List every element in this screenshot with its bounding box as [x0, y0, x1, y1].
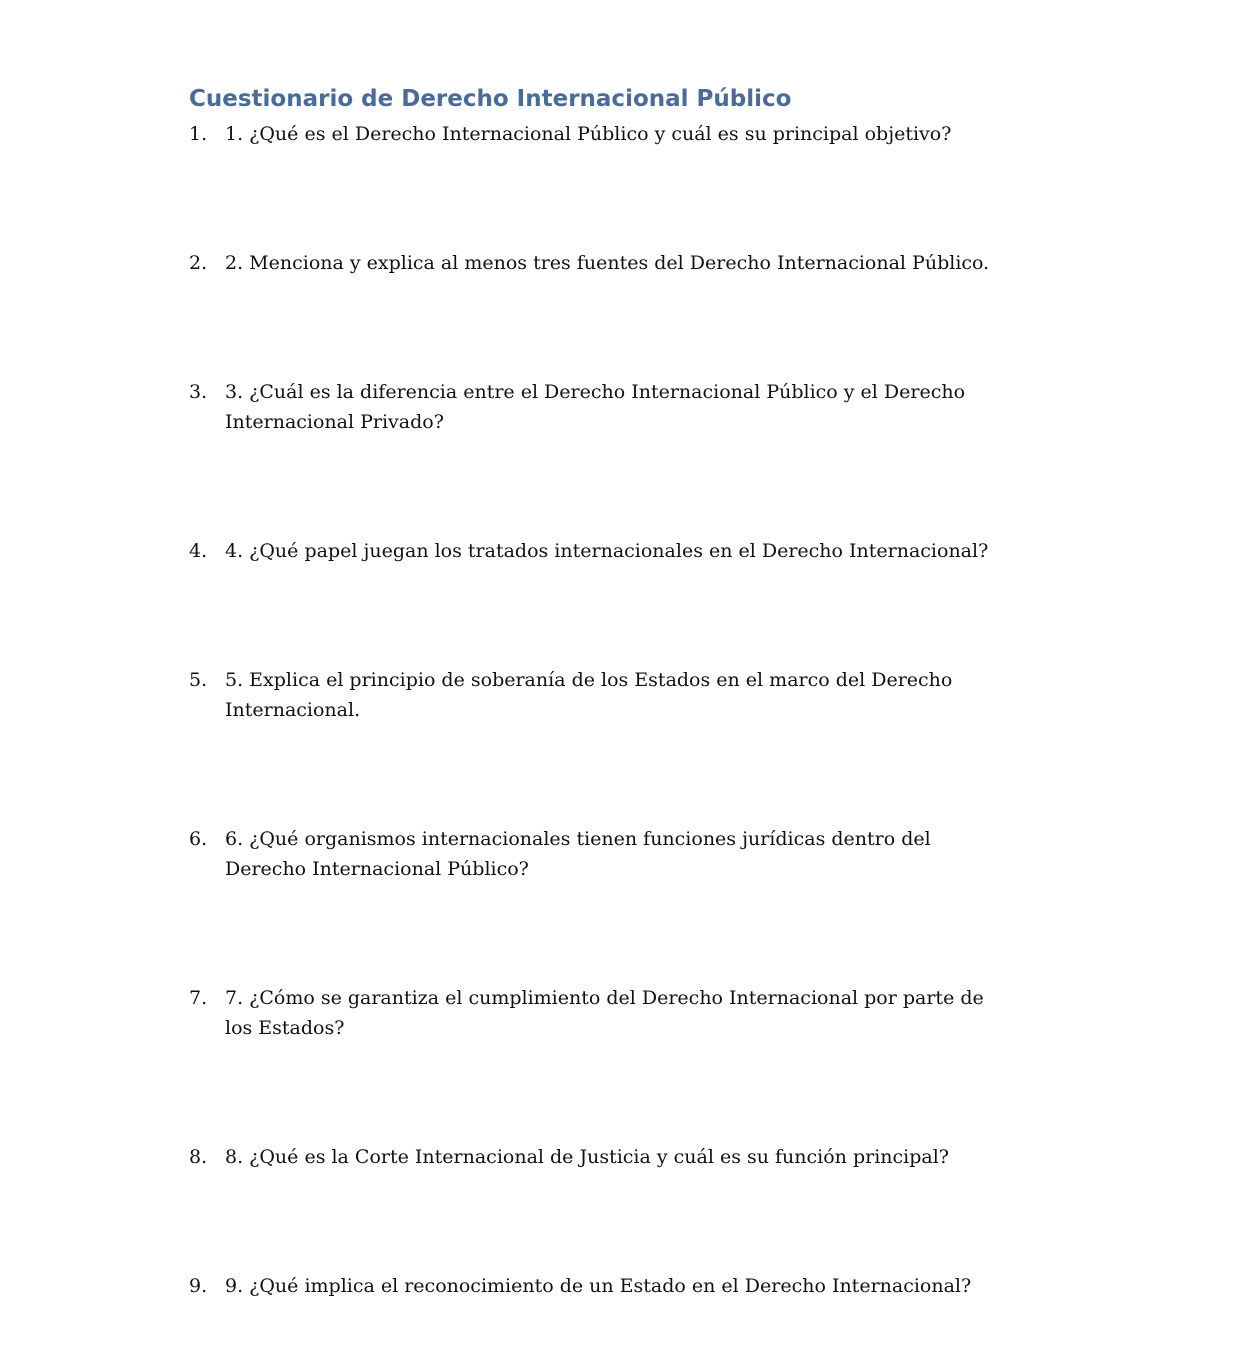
- document-title: Cuestionario de Derecho Internacional Público: [189, 86, 792, 112]
- question-item: [189, 377, 1009, 437]
- question-number: 7.: [189, 987, 208, 1009]
- question-number: 4.: [189, 540, 208, 562]
- question-number: 1.: [189, 123, 208, 145]
- question-number: 9.: [189, 1275, 208, 1297]
- question-number: 2.: [189, 252, 208, 274]
- question-number: 6.: [189, 828, 208, 850]
- question-number: 3.: [189, 381, 208, 403]
- question-number: 8.: [189, 1146, 208, 1168]
- question-text: 6. ¿Qué organismos internacionales tienen funciones jurídicas dentro del Derecho Internacional Público?: [225, 828, 931, 880]
- question-item: [189, 824, 1009, 884]
- question-number: 5.: [189, 669, 208, 691]
- question-text: 8. ¿Qué es la Corte Internacional de Justicia y cuál es su función principal?: [225, 1146, 949, 1168]
- question-text: 5. Explica el principio de soberanía de los Estados en el marco del Derecho Internacional.: [225, 669, 953, 721]
- question-item: [189, 248, 1009, 278]
- question-text: 9. ¿Qué implica el reconocimiento de un Estado en el Derecho Internacional?: [225, 1275, 972, 1297]
- question-item: [189, 536, 1009, 566]
- question-text: 7. ¿Cómo se garantiza el cumplimiento del Derecho Internacional por parte de los Estados?: [225, 987, 984, 1039]
- question-text: 1. ¿Qué es el Derecho Internacional Público y cuál es su principal objetivo?: [225, 123, 952, 145]
- question-item: [189, 983, 1009, 1043]
- question-item: [189, 1142, 1009, 1172]
- question-item: [189, 119, 1009, 149]
- question-text: 3. ¿Cuál es la diferencia entre el Derecho Internacional Público y el Derecho Internacional Privado?: [225, 381, 966, 433]
- question-item: [189, 665, 1009, 725]
- question-text: 2. Menciona y explica al menos tres fuentes del Derecho Internacional Público.: [225, 252, 990, 274]
- question-item: [189, 1271, 1009, 1301]
- question-text: 4. ¿Qué papel juegan los tratados internacionales en el Derecho Internacional?: [225, 540, 989, 562]
